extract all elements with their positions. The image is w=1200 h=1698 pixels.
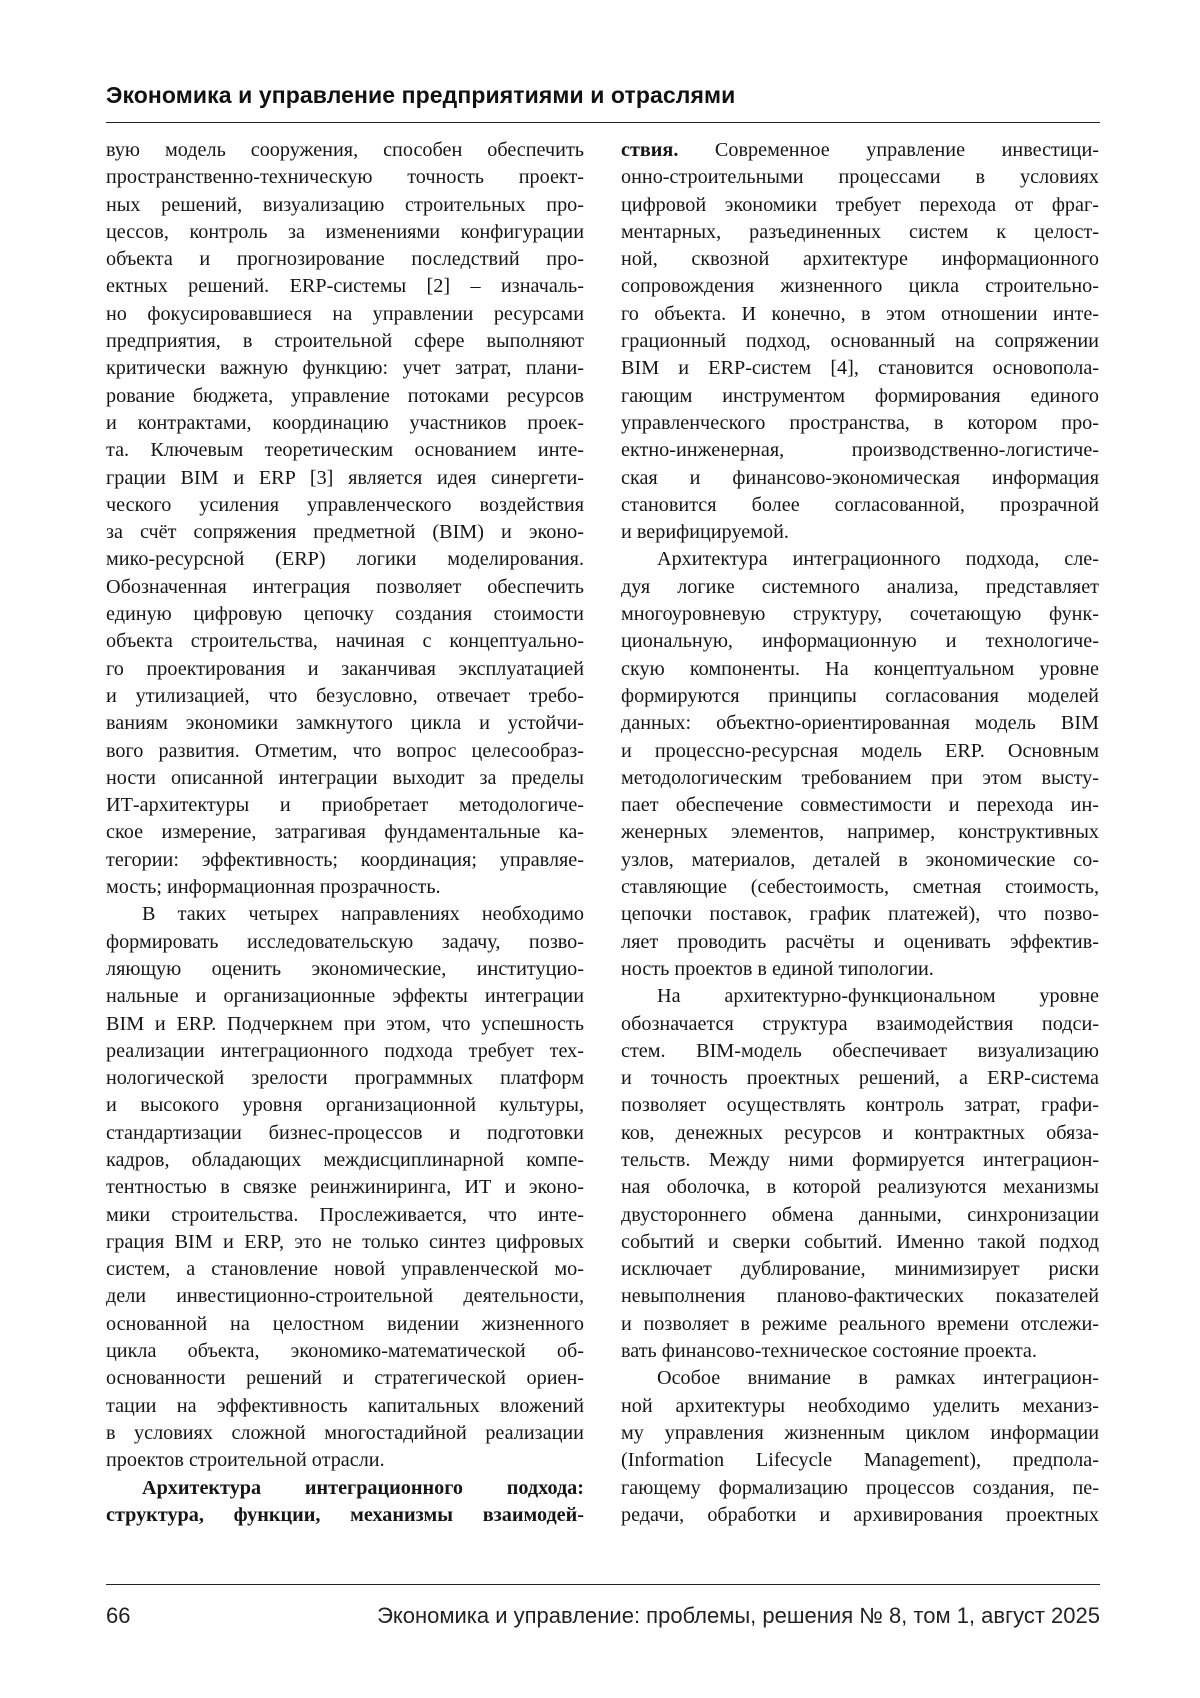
text-line: тельств. Между ними формируется интеграцион-	[621, 1147, 1099, 1174]
text-line: го проектирования и заканчивая эксплуатацией	[106, 656, 584, 683]
text-line: ная оболочка, в которой реализуются механизмы	[621, 1174, 1099, 1201]
text-line: нальные и организационные эффекты интеграции	[106, 983, 584, 1010]
text-line: цессов, контроль за изменениями конфигурации	[106, 219, 584, 246]
text-line: цикла объекта, экономико-математической об-	[106, 1338, 584, 1365]
text-line: онно-строительными процессами в условиях	[621, 164, 1099, 191]
text-line: формировать исследовательскую задачу, позво-	[106, 929, 584, 956]
text-line: предприятия, в строительной сфере выполняют	[106, 328, 584, 355]
text-line: основанности решений и стратегической ориен-	[106, 1365, 584, 1392]
text-line: ляет проводить расчёты и оценивать эффектив-	[621, 929, 1099, 956]
page-number: 66	[106, 1603, 130, 1629]
text-line: ментарных, разъединенных систем к целост-	[621, 219, 1099, 246]
text-line	[621, 137, 1099, 164]
text-line: пает обеспечение совместимости и перехода ин-	[621, 792, 1099, 819]
text-line: вого развития. Отметим, что вопрос целесообраз-	[106, 738, 584, 765]
text-line: позволяет осуществлять контроль затрат, графи-	[621, 1092, 1099, 1119]
text-line: рование бюджета, управление потоками ресурсов	[106, 383, 584, 410]
text-line: пространственно-техническую точность проект-	[106, 164, 584, 191]
text-line: стандартизации бизнес-процессов и подготовки	[106, 1120, 584, 1147]
text-line: управленческого пространства, в котором про-	[621, 410, 1099, 437]
text-line: ной, сквозной архитектуре информационного	[621, 246, 1099, 273]
text-line: формируются принципы согласования моделей	[621, 683, 1099, 710]
text-line: ной архитектуры необходимо уделить механиз-	[621, 1393, 1099, 1420]
text-line: ектных решений. ERP-системы [2] – изначаль-	[106, 273, 584, 300]
text-line: Обозначенная интеграция позволяет обеспечить	[106, 574, 584, 601]
text-line: вую модель сооружения, способен обеспечить	[106, 137, 584, 164]
text-line: BIM и ERP. Подчеркнем при этом, что успешность	[106, 1011, 584, 1038]
bold-run: ствия.	[621, 139, 678, 161]
text-line: методологическим требованием при этом высту-	[621, 765, 1099, 792]
text-line: ектно-инженерная, производственно-логистиче-	[621, 437, 1099, 464]
text-line: ность проектов в единой типологии.	[621, 956, 1099, 983]
text-line: вать финансово-техническое состояние проекта.	[621, 1338, 1099, 1365]
text-line: ляющую оценить экономические, институцио-	[106, 956, 584, 983]
running-header: Экономика и управление предприятиями и отраслями	[106, 82, 735, 109]
text-line: му управления жизненным циклом информации	[621, 1420, 1099, 1447]
text-line: и высокого уровня организационной культуры,	[106, 1092, 584, 1119]
text-line: дели инвестиционно-строительной деятельности,	[106, 1283, 584, 1310]
text-line: На архитектурно-функциональном уровне	[621, 983, 1099, 1010]
text-line: ИТ-архитектуры и приобретает методологиче-	[106, 792, 584, 819]
text-line: Особое внимание в рамках интеграцион-	[621, 1365, 1099, 1392]
text-line: объекта строительства, начиная с концептуально-	[106, 628, 584, 655]
text-line: цепочки поставок, график платежей), что позво-	[621, 901, 1099, 928]
text-line: гающим инструментом формирования единого	[621, 383, 1099, 410]
text-line: циональную, информационную и технологиче-	[621, 628, 1099, 655]
text-line: цифровой экономики требует перехода от фраг-	[621, 192, 1099, 219]
text-line: мость; информационная прозрачность.	[106, 874, 584, 901]
text-line: и утилизацией, что безусловно, отвечает требо-	[106, 683, 584, 710]
text-line: обозначается структура взаимодействия подси-	[621, 1011, 1099, 1038]
text-line: систем, а становление новой управленческой мо-	[106, 1256, 584, 1283]
text-line: ческого усиления управленческого воздействия	[106, 492, 584, 519]
text-line: дуя логике системного анализа, представляет	[621, 574, 1099, 601]
text-line: нологической зрелости программных платформ	[106, 1065, 584, 1092]
text-line: за счёт сопряжения предметной (BIM) и эконо-	[106, 519, 584, 546]
text-line: кадров, обладающих междисциплинарной компе-	[106, 1147, 584, 1174]
text-line: двустороннего обмена данными, синхронизации	[621, 1202, 1099, 1229]
text-line: грационный подход, основанный на сопряжении	[621, 328, 1099, 355]
text-line: ных решений, визуализацию строительных про-	[106, 192, 584, 219]
text-line: женерных элементов, например, конструктивных	[621, 819, 1099, 846]
text-line: невыполнения планово-фактических показателей	[621, 1283, 1099, 1310]
text-line: основанной на целостном видении жизненного	[106, 1311, 584, 1338]
text-line: гающему формализацию процессов создания, пе-	[621, 1475, 1099, 1502]
text-line: и процессно-ресурсная модель ERP. Основным	[621, 738, 1099, 765]
text-line: проектов строительной отрасли.	[106, 1447, 584, 1474]
text-line: и точность проектных решений, а ERP-система	[621, 1065, 1099, 1092]
text-line: BIM и ERP-систем [4], становится основопола-	[621, 355, 1099, 382]
text-line: ков, денежных ресурсов и контрактных обяза-	[621, 1120, 1099, 1147]
text-line: в условиях сложной многостадийной реализации	[106, 1420, 584, 1447]
text-line: В таких четырех направлениях необходимо	[106, 901, 584, 928]
text-line: ваниям экономики замкнутого цикла и устойчи-	[106, 710, 584, 737]
text-line: стем. BIM-модель обеспечивает визуализацию	[621, 1038, 1099, 1065]
text-line: тентностью в связке реинжиниринга, ИТ и эконо-	[106, 1174, 584, 1201]
text-line: единую цифровую цепочку создания стоимости	[106, 601, 584, 628]
text-line: ское измерение, затрагивая фундаментальные ка-	[106, 819, 584, 846]
text-line: редачи, обработки и архивирования проектных	[621, 1502, 1099, 1529]
text-line: та. Ключевым теоретическим основанием инте-	[106, 437, 584, 464]
text-line: критически важную функцию: учет затрат, плани-	[106, 355, 584, 382]
text-line: и верифицируемой.	[621, 519, 1099, 546]
footer-rule	[106, 1584, 1100, 1585]
text-run: Современное управление инвестици-	[678, 139, 1099, 161]
text-line: тации на эффективность капитальных вложений	[106, 1393, 584, 1420]
text-line: скую компоненты. На концептуальном уровне	[621, 656, 1099, 683]
text-line: Архитектура интеграционного подхода:	[106, 1475, 584, 1502]
text-line: мики строительства. Прослеживается, что инте-	[106, 1202, 584, 1229]
text-line: становится более согласованной, прозрачной	[621, 492, 1099, 519]
text-line: го объекта. И конечно, в этом отношении инте-	[621, 301, 1099, 328]
journal-page	[0, 0, 1200, 1698]
text-line: но фокусировавшиеся на управлении ресурсами	[106, 301, 584, 328]
text-line: узлов, материалов, деталей в экономические со-	[621, 847, 1099, 874]
text-line: событий и сверки событий. Именно такой подход	[621, 1229, 1099, 1256]
text-line: грации BIM и ERP [3] является идея синергети-	[106, 465, 584, 492]
text-line: исключает дублирование, минимизирует риски	[621, 1256, 1099, 1283]
text-line: данных: объектно-ориентированная модель BIM	[621, 710, 1099, 737]
text-line: грация BIM и ERP, это не только синтез цифровых	[106, 1229, 584, 1256]
text-line: объекта и прогнозирование последствий про-	[106, 246, 584, 273]
left-column	[106, 137, 584, 1529]
header-rule	[106, 122, 1100, 123]
text-line: и позволяет в режиме реального времени отслежи-	[621, 1311, 1099, 1338]
text-line: ставляющие (себестоимость, сметная стоимость,	[621, 874, 1099, 901]
text-line: ности описанной интеграции выходит за пределы	[106, 765, 584, 792]
text-line: ская и финансово-экономическая информация	[621, 465, 1099, 492]
text-line: сопровождения жизненного цикла строительно-	[621, 273, 1099, 300]
text-line: структура, функции, механизмы взаимодей-	[106, 1502, 584, 1529]
text-line: мико-ресурсной (ERP) логики моделирования.	[106, 546, 584, 573]
text-line: (Information Lifecycle Management), предпола-	[621, 1447, 1099, 1474]
right-column	[621, 137, 1099, 1529]
text-line: многоуровневую структуру, сочетающую функ-	[621, 601, 1099, 628]
text-line: тегории: эффективность; координация; управляе-	[106, 847, 584, 874]
text-line: и контрактами, координацию участников проек-	[106, 410, 584, 437]
text-line: Архитектура интеграционного подхода, сле-	[621, 546, 1099, 573]
journal-citation: Экономика и управление: проблемы, решения № 8, том 1, август 2025	[377, 1603, 1100, 1629]
text-line: реализации интеграционного подхода требует тех-	[106, 1038, 584, 1065]
